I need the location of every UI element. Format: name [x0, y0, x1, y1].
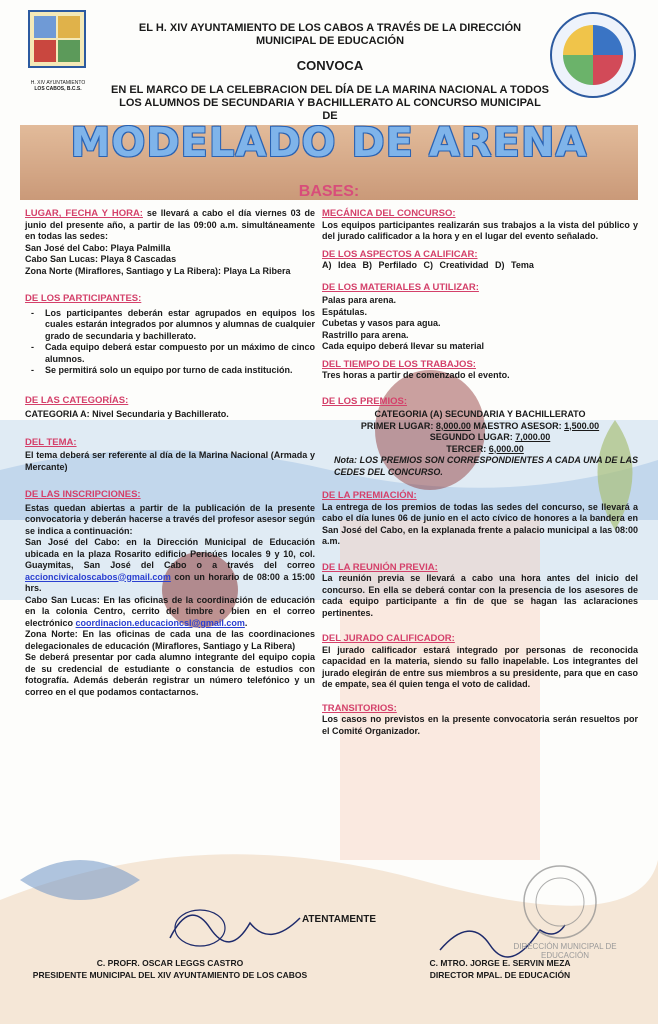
main-title: MODELADO DE ARENA — [70, 120, 588, 166]
signer-left-name: C. PROFR. OSCAR LEGGS CASTRO — [96, 958, 244, 968]
convoca-heading: CONVOCA — [296, 58, 364, 73]
marco-text: EN EL MARCO DE LA CELEBRACION DEL DÍA DE LA MARINA NACIONAL A TODOS LOS ALUMNOS DE SECUNDARIA Y BACHILLERATO AL CONCURSO MUNICIPAL DE — [111, 84, 549, 122]
email-link-sjc[interactable]: accioncivicaloscabos@gmail.com — [25, 571, 171, 582]
header-line-2: MUNICIPAL DE EDUCACIÓN — [255, 35, 405, 47]
list-item: Palas para arena. — [322, 295, 397, 305]
list-item: Cada equipo deberá llevar su material — [322, 341, 485, 351]
sede-1: San José del Cabo: Playa Palmilla — [25, 242, 171, 253]
premio-tercer: TERCER: 6,000.00 — [446, 443, 524, 454]
signature-left — [160, 888, 310, 958]
list-item: - Cada equipo deberá estar compuesto por un máximo de cinco alumnos. — [45, 342, 315, 365]
lugar-heading: LUGAR, FECHA Y HORA: — [25, 208, 143, 219]
atentamente: ATENTAMENTE — [301, 914, 377, 925]
tiempo-text: Tres horas a partir de comenzado el evento. — [322, 370, 510, 380]
categoria-a: CATEGORIA A: Nivel Secundaria y Bachillerato. — [25, 409, 229, 419]
premio-primer-maestro: PRIMER LUGAR: 8,000.00 MAESTRO ASESOR: 1,500.00 — [360, 420, 600, 431]
sede-3: Zona Norte (Miraflores, Santiago y La Ribera): Playa La Ribera — [25, 265, 291, 276]
ayuntamiento-logo — [28, 10, 86, 82]
premios-categoria: CATEGORIA (A) SECUNDARIA Y BACHILLERATO — [374, 409, 586, 419]
transitorios-text: Los casos no previstos en la presente convocatoria serán resueltos por el Comité Organizador. — [322, 714, 638, 736]
stamp-text: DIRECCIÓN MUNICIPAL DE EDUCACIÓN — [513, 942, 617, 960]
inscripciones-intro: Estas quedan abiertas a partir de la publicación de la presente convocatoria y deberán hacerse a través del profesor asesor según se indica a continuación: — [25, 502, 315, 536]
transitorios-heading: TRANSITORIOS: — [322, 702, 397, 714]
tema-heading: DEL TEMA: — [25, 436, 77, 448]
jurado-heading: DEL JURADO CALIFICADOR: — [322, 633, 455, 644]
tiempo-heading: DEL TIEMPO DE LOS TRABAJOS: — [322, 358, 476, 370]
materiales-heading: DE LOS MATERIALES A UTILIZAR: — [322, 281, 479, 293]
lugar-text: se llevará a cabo el día viernes 03 de junio del presente año, a partir de las 09:00 a.m. simultáneamente en todas las sedes: — [25, 208, 315, 241]
sede-2: Cabo San Lucas: Playa 8 Cascadas — [25, 254, 177, 264]
premiacion-heading: DE LA PREMIACIÓN: — [322, 490, 417, 501]
reunion-heading: DE LA REUNIÓN PREVIA: — [322, 561, 438, 573]
right-column — [322, 208, 638, 737]
header-line-1: EL H. XIV AYUNTAMIENTO DE LOS CABOS A TRAVÉS DE LA DIRECCIÓN — [138, 22, 522, 34]
premios-nota: Nota: LOS PREMIOS SON CORRESPONDIENTES A CADA UNA DE LAS CEDES DEL CONCURSO. — [334, 455, 638, 477]
official-stamp — [520, 862, 600, 942]
logo-caption: H. XIV AYUNTAMIENTO LOS CABOS, B.C.S. — [30, 80, 86, 92]
list-item: Espátulas. — [322, 306, 368, 317]
list-item: Cubetas y vasos para agua. — [322, 318, 441, 328]
premios-heading: DE LOS PREMIOS: — [322, 395, 407, 407]
mecanica-heading: MECÁNICA DEL CONCURSO: — [322, 208, 456, 219]
mecanica-text: Los equipos participantes realizarán sus trabajos a la vista del público y del jurado calificador a la hora y en el lugar del evento señalado. — [322, 219, 638, 241]
signer-left-title: PRESIDENTE MUNICIPAL DEL XIV AYUNTAMIENTO DE LOS CABOS — [32, 970, 308, 980]
participantes-heading: DE LOS PARTICIPANTES: — [25, 293, 142, 304]
inscripciones-documentos: Se deberá presentar por cada alumno integrante del equipo copia de su credencial de estudiante o constancia de estudios con fotografía. Además deberán registrar un número telefónico y un correo en el que podamos contactarnos. — [25, 652, 315, 697]
inscripciones-zona-norte: Zona Norte: En las oficinas de cada una de las coordinaciones delegacionales de educación (Miraflores, Santiago y La Ribera) — [25, 629, 315, 651]
inscripciones-sjc: San José del Cabo: en la Dirección Municipal de Educación ubicada en la plaza Rosarito edificio Pericúes locales 9 y 10, col. Guaymitas, San José del Cabo o a través del correo accioncivicaloscabos@gmail.com con un horario de 08:00 a 15:00 hrs. — [25, 537, 315, 593]
categorias-heading: DE LAS CATEGORÍAS: — [25, 394, 129, 406]
inscripciones-heading: DE LAS INSCRIPCIONES: — [25, 489, 141, 500]
signer-right-title: DIRECTOR MPAL. DE EDUCACIÓN — [429, 970, 571, 980]
email-link-csl[interactable]: coordinacion.educacioncsl@gmail.com — [75, 617, 245, 628]
inscripciones-csl: Cabo San Lucas: En las oficinas de la coordinación de educación en la colonia Centro, cerrito del timbre o bien en el correo electrónico coordinacion.educacioncsl@gmail.com. — [25, 594, 315, 628]
aspectos-text: A) Idea B) Perfilado C) Creatividad D) Tema — [322, 260, 534, 270]
jurado-text: El jurado calificador estará integrado por personas de reconocida capacidad en la materia, siendo su fallo inapelable. Los integrantes del jurado elegirán de entre sus miembros a su presidente, para que en caso de empate, sea él quien tenga el voto de calidad. — [322, 644, 638, 689]
premiacion-text: La entrega de los premios de todas las sedes del concurso, se llevará a cabo el día lunes 06 de junio en el acto cívico de honores a la bandera en San José del Cabo, en la explanada frente a palacio municipal a las 08:00 a.m. — [322, 501, 638, 546]
bases-heading: BASES: — [298, 183, 360, 200]
premio-segundo: SEGUNDO LUGAR: 7,000.00 — [429, 432, 551, 442]
signer-right-name: C. MTRO. JORGE E. SERVIN MEZA — [429, 958, 571, 968]
lugar-section — [25, 208, 315, 243]
reunion-text: La reunión previa se llevará a cabo una hora antes del inicio del concurso. En ella se deberá contar con la presencia de los asesores de cada equipo participante a fin de que se hagan las aclaraciones pertinentes. — [322, 573, 638, 618]
tema-text: El tema deberá ser referente al día de la Marina Nacional (Armada y Mercante) — [25, 450, 315, 472]
left-column — [25, 208, 315, 698]
materiales-list — [322, 295, 638, 353]
participantes-list — [25, 308, 315, 377]
list-item: - Se permitirá solo un equipo por turno de cada institución. — [45, 365, 315, 377]
list-item: Rastrillo para arena. — [322, 329, 409, 340]
aspectos-heading: DE LOS ASPECTOS A CALIFICAR: — [322, 248, 478, 260]
list-item: - Los participantes deberán estar agrupados en equipos los cuales estarán integrados por alumnos y alumnas de cualquier grado de secundaria y bachillerato. — [45, 308, 315, 343]
